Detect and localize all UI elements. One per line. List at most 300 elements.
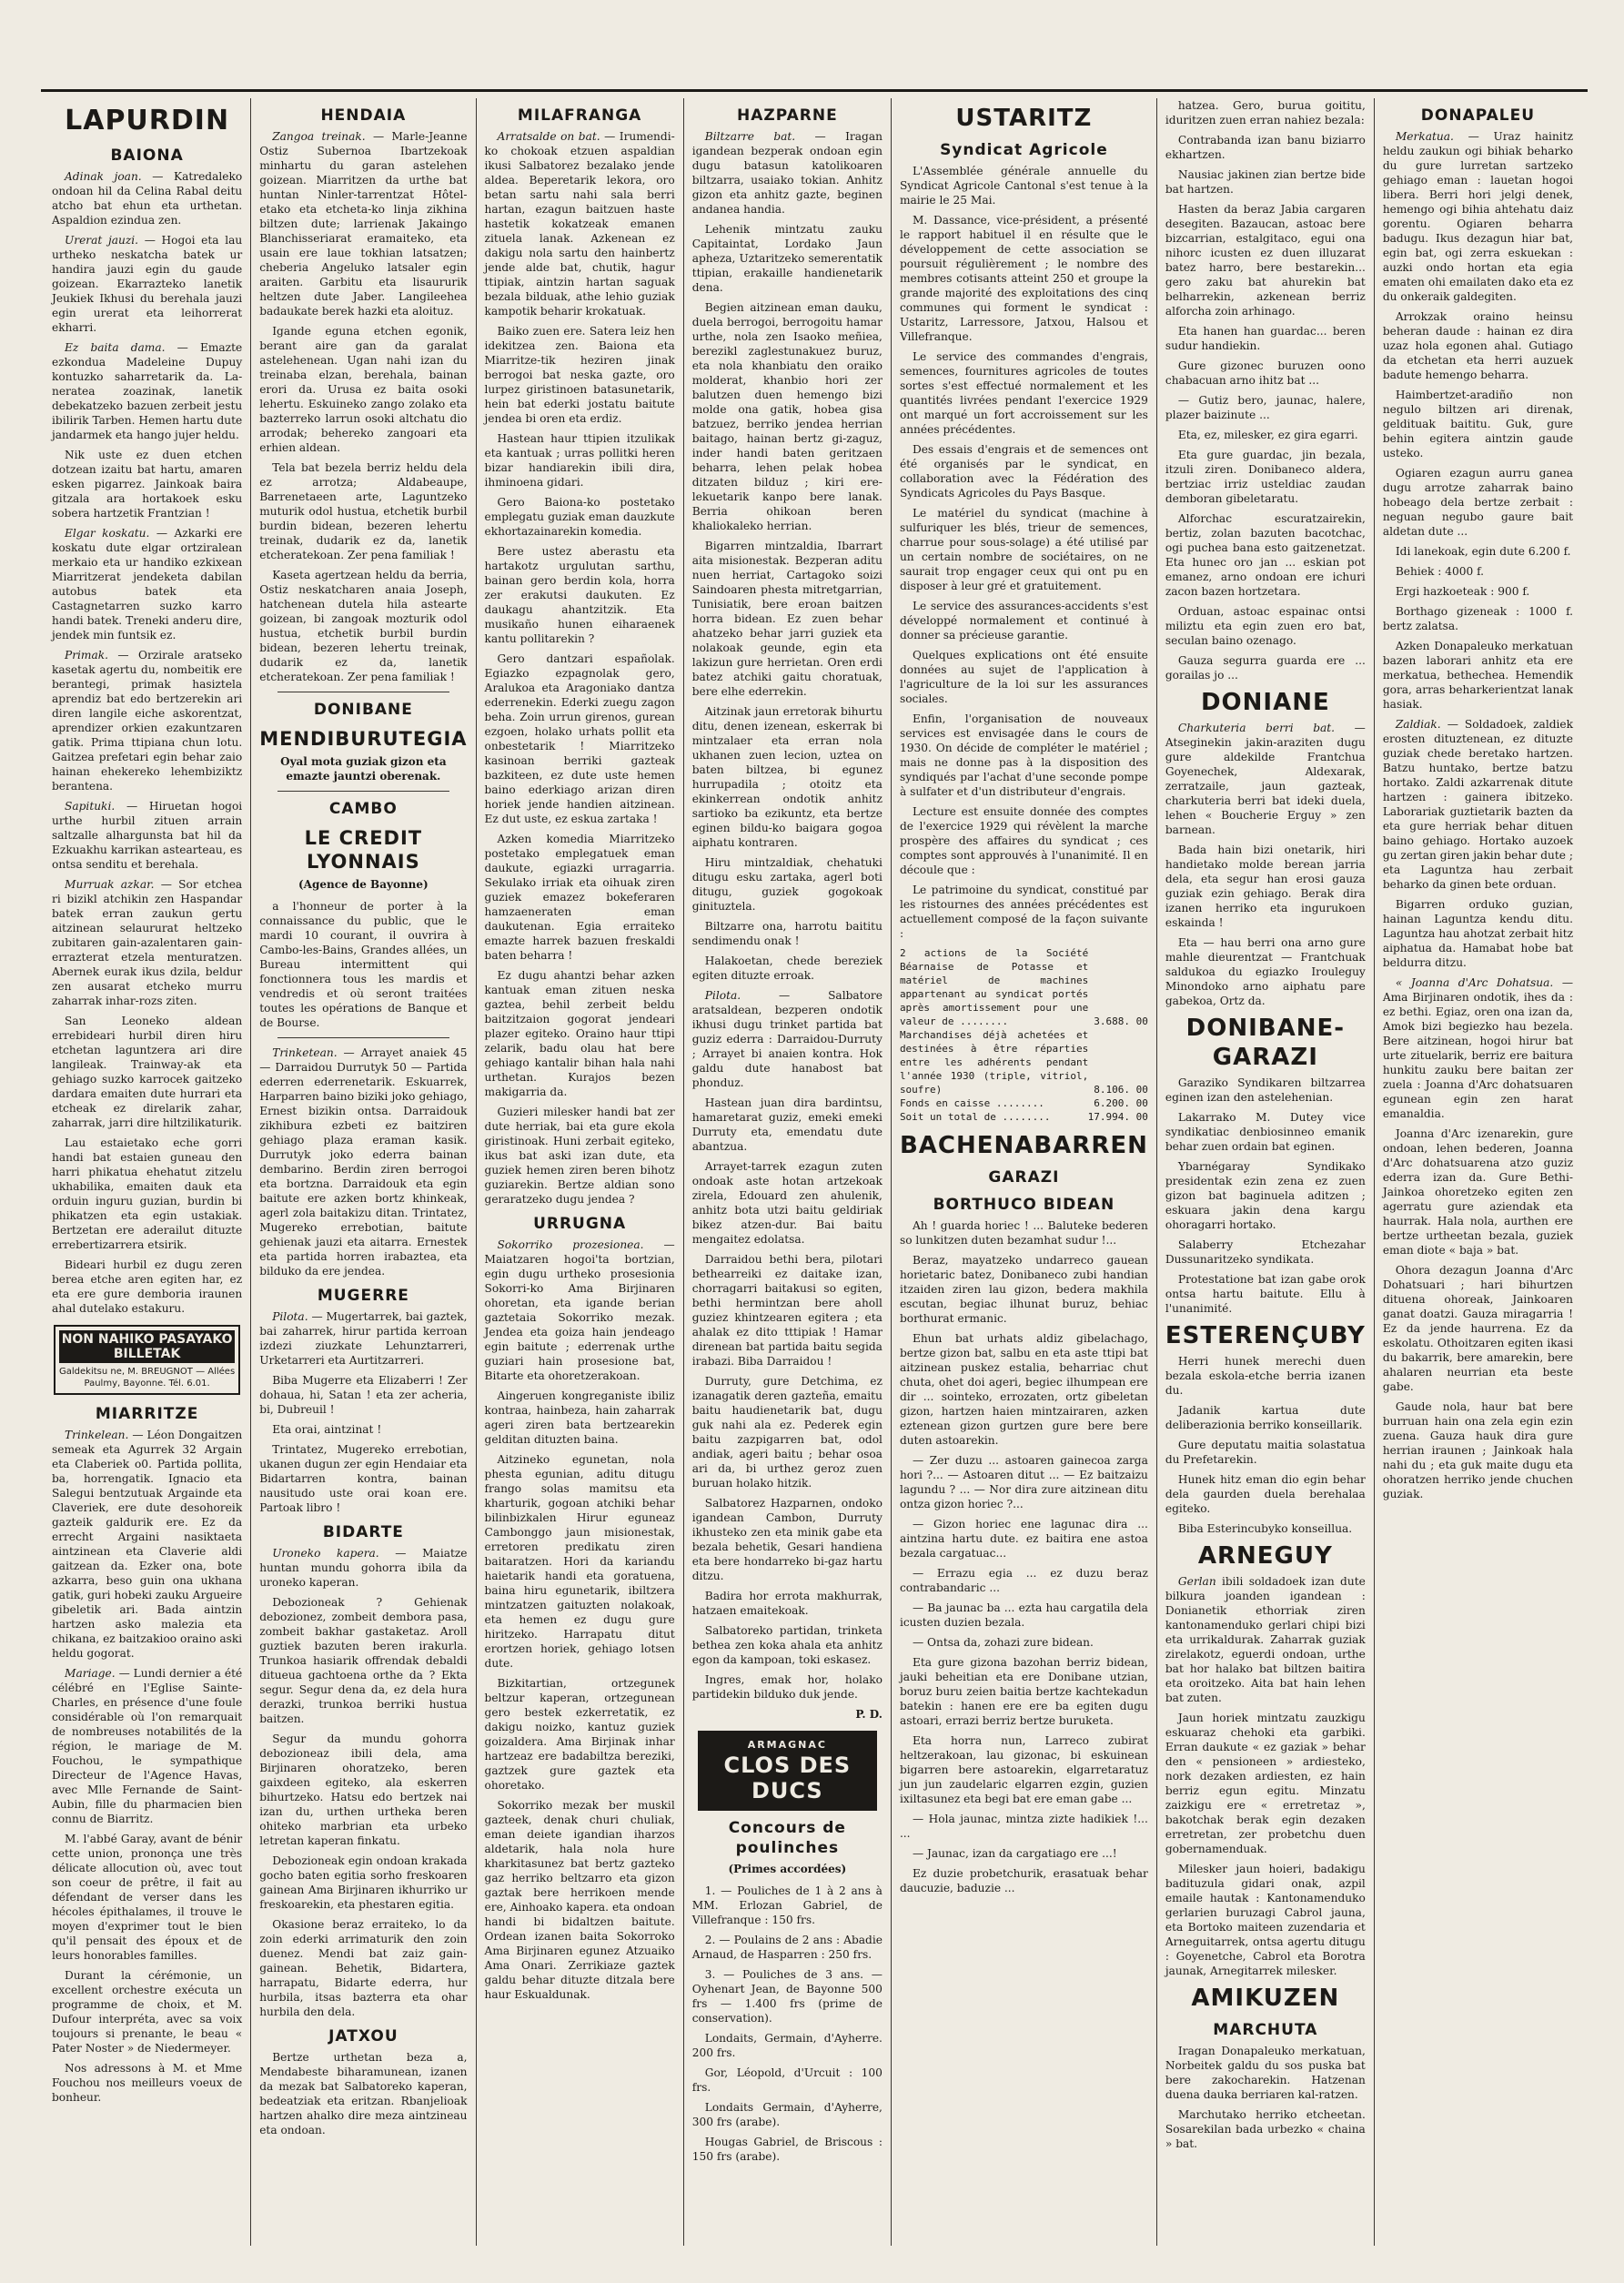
paragraph (485, 431, 675, 490)
advert-armagnac (698, 1731, 877, 1811)
paragraph (692, 222, 883, 295)
paragraph (692, 1252, 883, 1369)
paragraph-text: — Léon Dongaitzen semeak eta Agurrek 32 Argain eta Claberiek o0. Partida pollita, ba, horrengatik. Ignacio eta Salegui bentzutuak Argainde eta Claveriek, ere dute desohoreik gazteik galdurik ere. Ez da errecht Argaini nasiktaeta aintzinean eta Claverie aldi gaitzean da. Ezker ona, bote azkarra, beso guin ona ukhana gatik, guri hobeki zauku Argueire gibeletik ari. Bada aintzin hartzen asko malezia eta chikana, ez baitzakioo oraino aski heldu gogorat. (52, 1429, 243, 1660)
subsection-title: HENDAIA (320, 106, 407, 125)
paragraph-text: Bigarren mintzaldia, Ibarrart aita misionestak. Bezperan aditu nuen herriat, Cartagoko soizi Saindoaren phesta mitretgarrian, Tunisiatik, bere eroan baitzen horra bidean. Ez zuen behar ahatzeko behar jarri guziek eta nolakoak geunde, egin eta lakizun gure herrietan. Oren erdi batez atchiki gaitu choratuak, bere elhe ederrekin. (691, 540, 883, 698)
paragraph (692, 1623, 883, 1667)
subsection-title: DONIBANE (313, 701, 413, 719)
paragraph-text: Eta — hau berri ona arno gure mahle dieurentzat — Frantchuak saldukoa du egiazko Irouleguy Minondoko arno aiphatu pare gabekoa, Ortz da. (1165, 936, 1366, 1007)
paragraph-lead: Adinak joan. (65, 170, 153, 183)
paragraph-text: M. Dassance, vice-président, a présenté le rapport habituel il en résulte que le développement de cette association se poursuit régulièrement ; le nombre des membres cotisants atteint 250 et groupe la grande majorité des exploitations des cinq communes qui forment le syndicat : Ustaritz, Larressore, Jatxou, Halsou et Villefranque. (899, 214, 1148, 343)
paragraph (692, 1967, 883, 2025)
paragraph (900, 599, 1148, 642)
subsection-title: MENDIBURUTEGIA (259, 728, 468, 750)
paragraph (259, 1422, 467, 1437)
paragraph-text: — Emazte ezkondua Madeleine Dupuy kontuzko saharretarik da. La-neratea zoazinak, lanetik debekatzeko bazuen zerbeit jestu ibilirik Tarben. Hemen hartu dute jandarmek eta hango jujer heldu. (52, 341, 243, 441)
paragraph-text: Ingres, emak hor, holako partidekin bilduko duk jende. (691, 1673, 883, 1701)
paragraph-text: — Arrayet anaiek 45 — Darraidou Durrutyk 50 — Partida ederren ederrenetarik. Eskuarrek, Harparren baino biziki joko gehiago, Ernest bizikin ontsa. Darraidouk zikhibura ezbeti ez baitziren gehiago plaza eraman kasik. Durrutyk joko ederra bainan dembarino. Berdin ziren berrogoi eta bortzna. Darraidouk eta egin baitute ere azken bortz khinkeak, agerl zola baitakizu ditan. Trintatez, Mugereko errebotian, baitute gehienak jauzi eta aitarra. Ernestek eta partida horren irabaztea, eta bilduko da ere jendea. (259, 1046, 468, 1278)
paragraph-text: Kaseta agertzean heldu da berria, Ostiz neskatcharen anaia Joseph, hatchenean dutela hila astearte goizean, bi zangoak mozturik odol hustua, etchetik burbil burdin bidean, bezeren lehertu treinak, dudarik ez da, lanetik etcheratekoan. Zer pena familiak ! (259, 569, 468, 683)
advert-address: Galdekitsu ne, M. BREUGNOT — Allées Paulmy, Bayonne. Tél. 6.01. (59, 1367, 236, 1389)
paragraph (259, 1373, 467, 1417)
paragraph-text: — Azkarki ere koskatu dute elgar ortziralean merkaio eta ur handiko ezkixean Miarritzerat jendeketa dabilan autobus batek eta Castagnetarren suzko karro handi batek. Treneki anderu dire, jendek min funtsik ez. (52, 527, 243, 641)
paragraph (1383, 639, 1573, 712)
paragraph-lead: Primak. (65, 649, 118, 662)
subsection-title: MIARRITZE (95, 1405, 199, 1423)
paragraph-lead: Trinketean. (272, 1046, 344, 1059)
paragraph-text: — Ba jaunac ba ... ezta hau cargatila dela icusten duzien bezala. (899, 1601, 1148, 1629)
paragraph (900, 349, 1148, 437)
paragraph (900, 1812, 1148, 1841)
paragraph-text: Joanna d'Arc izenarekin, gure ondoan, lehen bederen, Joanna d'Arc dohatsuarena atzo guziz ederra izan da. Gure Bethi-Jainkoa ohoretzeko egiten zen agerratu gure aziendak eta haurrak. Hala nola, aurthen ere bertze urtheetan bezala, guziek eman diote « baja » bat. (1382, 1127, 1574, 1257)
ledger-row (900, 1096, 1148, 1110)
paragraph (1165, 604, 1366, 648)
paragraph (1165, 324, 1366, 353)
caption: Oyal mota guziak gizon eta emazte jauntzi oberenak. (280, 755, 447, 783)
paragraph (52, 233, 242, 335)
paragraph (1383, 544, 1573, 559)
divider (277, 791, 449, 792)
columns-container (44, 98, 1581, 2246)
paragraph (692, 704, 883, 850)
paragraph-text: Bere ustez aberastu eta hartakotz urgulutan sarthu, bainan gero berdin kola, horra zer erakutsi daukuten. Ez daukagu ahantzitzik. Eta musikaño hunen eiharaenek kantu pollitarekin ? (484, 545, 675, 645)
paragraph (485, 324, 675, 426)
paragraph-text: Trintatez, Mugereko errebotian, ukanen dugun zer egin Hendaiar eta Bidartarren kontra, bainan nausitudo uste orai koan ere. Partoak libro ! (259, 1443, 468, 1514)
paragraph (692, 129, 883, 217)
paragraph-lead: Ez baita dama. (65, 341, 177, 354)
ledger-label: Marchandises déjà achetées et destinées à être réparties entre les adhérents pendant l'année 1930 (triple, vitriol, soufre) (899, 1029, 1089, 1096)
paragraph (692, 1374, 883, 1490)
paragraph (1165, 1110, 1366, 1154)
paragraph-lead: Arratsalde on bat. (497, 130, 605, 143)
paragraph (1383, 309, 1573, 382)
paragraph (52, 1014, 242, 1130)
section-title: ARNEGUY (1197, 1542, 1333, 1570)
paragraph (485, 495, 675, 539)
subsection-title: DONAPALEU (1420, 106, 1536, 125)
paragraph-text: Milesker jaun hoieri, badakigu badituzula gidari onak, azpil emaile hautak : Kantonamenduko gerlarien buruzagi Cabrol jauna, eta Bortoko maiteen zuzendaria et Arneguitarrek, ontsa agertu ditugu : Goyenetche, Cabrol eta Borotra jaunak, Arnegitarrek milesker. (1165, 1863, 1366, 1977)
paragraph-text: Bideari hurbil ez dugu zeren berea etche aren egiten har, ez eta ere gure demboria iraunen ahal dutelako estakuru. (52, 1258, 243, 1315)
paragraph (692, 1933, 883, 1962)
paragraph (900, 1253, 1148, 1326)
paragraph-lead: Elgar koskatu. (65, 527, 156, 540)
paragraph (1383, 466, 1573, 539)
paragraph (900, 648, 1148, 706)
paragraph (259, 1046, 467, 1278)
caption: (Primes accordées) (728, 1863, 847, 1875)
section-title: AMIKUZEN (1191, 1985, 1340, 2012)
column-7 (1375, 98, 1581, 2246)
ledger-label: Fonds en caisse ........ (899, 1097, 1044, 1109)
paragraph (485, 1105, 675, 1207)
paragraph-text: — Orzirale aratseko kasetak agertu du, nombeitik ere berantegi, primak hasiztela aprendiz bat edo bertzerekin ari diren langile eiche askorentzat, aprendizer orkien ezakuntzaren gatik. Prima ttipiana chun lotu. Gaitzea prefetari egin behar zaio hainan ehekereko lehembiziktz berantena. (52, 649, 243, 793)
paragraph (900, 1517, 1148, 1561)
paragraph (1165, 1521, 1366, 1536)
ledger-value: 17.994. 00 (1087, 1111, 1148, 1123)
paragraph-text: — Maiatze huntan mundu gohorra ibila da uroneko kaperan. (259, 1547, 468, 1589)
paragraph (52, 340, 242, 442)
paragraph-text: Azken komedia Miarritzeko postetako emplegatuek eman daukute, egiazki urragarria. Sekulako irriak eta oihuak ziren guziek emazez bokeferaren hamzaeneraten eman daukutenan. Egia erraiteko emazte harrek bazuen freskaldi baten beharra ! (484, 833, 675, 962)
paragraph (900, 1566, 1148, 1595)
subsection-title: URRUGNA (533, 1215, 627, 1233)
paragraph (1383, 1399, 1573, 1501)
paragraph-text: Hiru mintzaldiak, chehatuki ditugu esku zartaka, agerl boti ditugu, guziek gogokoak ginituztela. (691, 856, 883, 913)
paragraph (1165, 1159, 1366, 1232)
paragraph-text: Salbatoreko partidan, trinketa bethea zen koka ahala eta anhitz egon da kampoan, toki eskasez. (691, 1624, 883, 1666)
paragraph (1165, 133, 1366, 162)
column-2 (251, 98, 476, 2246)
paragraph-text: Bada hain bizi onetarik, hiri handietako molde berean jarria dela, eta segur han erosi gauza guziak ezin gehiago. Berak dira izanen herriko eta ingurukoen eskainda ! (1165, 843, 1366, 929)
paragraph (1383, 897, 1573, 970)
subsection-title: HAZPARNE (736, 106, 838, 125)
paragraph-text: Herri hunek merechi duen bezala eskola-etche berria izanen du. (1165, 1355, 1366, 1397)
paragraph (1165, 1354, 1366, 1398)
paragraph-text: L'Assemblée générale annuelle du Syndicat Agricole Cantonal s'est tenue à la mairie le 25 Mai. (899, 165, 1148, 207)
advert-headline: NON NAHIKO PASAYAKO BILLETAK (59, 1330, 235, 1363)
paragraph (900, 442, 1148, 500)
paragraph-text: Durant la cérémonie, un excellent orchestre exécuta un programme de choix, et M. Dufour interpréta, avec sa voix toujours si prenante, le beau « Pater Noster » de Niedermeyer. (52, 1969, 243, 2055)
paragraph (52, 448, 242, 520)
paragraph-text: Salbatorez Hazparnen, ondoko igandean Cambon, Durruty ikhusteko zen eta minik gabe eta bezala behetik, Gesari handiena eta bere hondarreko bi-gaz hartu ditzu. (691, 1497, 883, 1582)
subsection-title: BAIONA (110, 146, 184, 165)
paragraph (1383, 564, 1573, 579)
paragraph (485, 832, 675, 963)
paragraph (900, 213, 1148, 344)
paragraph-text: Iragan Donapaleuko merkatuan, Norbeitek galdu du sos puska bat bere zakocharekin. Hatzenan duena dauka berriaren kal-ratzen. (1165, 2045, 1366, 2101)
section-title: DONIANE (1200, 689, 1330, 716)
paragraph-lead: Sokorriko prozesionea. (497, 1238, 664, 1251)
ledger-label: Soit un total de ........ (899, 1111, 1051, 1123)
paragraph (900, 883, 1148, 941)
paragraph (692, 1096, 883, 1154)
advert-line: ARMAGNAC (747, 1739, 827, 1751)
paragraph-lead: Pilota. (704, 989, 779, 1002)
paragraph-text: Begien aitzinean eman dauku, duela berrogoi, berrogoitu hamar urthe, nola zen Isaoko meñiea, berezikl zaglestunakuez buruz, eta nola khanbiatu den oraiko molderat, khanbio hori zer balutzen duen hemengo bizi molde ona gatik, hobea gisa batzuez, berriko jendea herrian baitago, hainan bertz gi-zaguz, inder handi baten geritzaen beharra, lehen pelak hobea ditzaten bilduz ; kiri ere-lekuetarik kanpo bere lanak. Berria ohikoan beren khaliokaleko herrian. (691, 301, 883, 532)
paragraph (692, 539, 883, 699)
paragraph (692, 2031, 883, 2060)
paragraph (485, 1676, 675, 1793)
paragraph (485, 968, 675, 1099)
paragraph (52, 1428, 242, 1661)
paragraph-text: Aitzineko egunetan, nola phesta egunian, aditu ditugu frango solas mamitsu eta kharturik, gogoan atchiki behar bilinbizkalen Hirur eguneaz Cambonggo jaun misionestak, erretoren predikatu ziren baitaratzen. Hori da kariandu haietarik handi eta goratuena, baina hiru egunetarik, ibiltzera mintzatzen gaituzten nolakoak, eta hemen ez dugu gure hiritzeko. Harrapatu ditut erortzen horiek, gehiago lotsen dute. (484, 1453, 675, 1670)
paragraph (259, 899, 467, 1030)
paragraph-text: Le patrimoine du syndicat, constitué par les ristournes des années précédentes est actuellement composé de la façon suivante : (899, 884, 1148, 940)
paragraph-text: Alforchac escuratzairekin, bertiz, zolan bazuten bacotchac, ogi puchea bana esto gaitzenetzat. Eta hunec oro jan ... eskian pot emanez, arno ondoan ere ichuri zacon bazen hortzetara. (1165, 512, 1366, 598)
paragraph-text: Guzieri milesker handi bat zer dute herriak, bai eta gure ekola giristinoak. Huni zerbait egiteko, ikus bat aski izan dute, eta guziek hemen ziren beren bihotz guziarekin. Bertze aldian sono geraratzeko dugu jendea ? (484, 1106, 675, 1206)
paragraph-text: Biltzarre ona, harrotu baititu sendimendu onak ! (691, 920, 883, 947)
paragraph-text: Idi lanekoak, egin dute 6.200 f. (1395, 545, 1571, 558)
paragraph (1165, 1711, 1366, 1856)
paragraph-text: Halakoetan, chede bereziek egiten dituzte erroak. (691, 955, 883, 982)
paragraph-text: — Salbatore aratsaldean, bezperen ondotik ikhusi dugu trinket partida bat guziz ederra : Darraidou-Durruty ; Arrayet bi anaien kontra. Hok galdu dute hanabost bat phonduz. (691, 989, 883, 1089)
paragraph-text: Orduan, astoac espainac ontsi miliztu eta egin zuen ero bat, seculan baino ozenago. (1165, 605, 1366, 647)
paragraph-text: Hastean haur ttipien itzulikak eta kantuak ; urras pollitki heren bizar handiarekin ibili dira, ihminoena gidari. (484, 432, 675, 489)
paragraph-lead: Uroneko kapera. (272, 1547, 396, 1560)
paragraph-text: San Leoneko aldean errebideari hurbil diren hiru etchetan laguntzera ari dire langileak. Trainway-ak eta gehiago suzko karrocek gaitzeko dardara emaiten dute hurrari eta etcheak ez direlarik zahar, zaharrak, jarri dire hiltzilikaturik. (52, 1015, 243, 1129)
paragraph (1165, 2107, 1366, 2151)
paragraph-text: Contrabanda izan banu biziarro ekhartzen. (1165, 134, 1366, 161)
paragraph-text: Baiko zuen ere. Satera leiz hen idekitzea zen. Baiona eta Miarritze-tik heziren jinak berrogoi bat neska gazte, oro lurpez giristinoen batasunetarik, hein bat ederki jostatu baitute jendea bi oren eta erdiz. (484, 325, 675, 425)
paragraph-text: — Soldadoek, zaldiek erosten dituztenean, ez dituzte guziak chede beretako hartzen. Batzu huntako, bertze batzu hortako. Zaldi azkarrenak ditute hartzen : gainera ibitzeko. Laborariak guztietarik bazten da eta gure herriak behar dituen baino gehiago. Hortako auzoek gu zertan giren jakin behar dute ; eta Laguntza hau zerbait beharko da ginen bete orduan. (1382, 718, 1574, 891)
caption: (Agence de Bayonne) (298, 878, 429, 891)
paragraph (900, 1331, 1148, 1448)
paragraph-text: Aitzinak jaun erretorak bihurtu ditu, denen izenean, eskerrak bi mintzalaer eta erran nola ukhanen zuen lecion, uztea on baten biltzea, bi egunez hurrupadila ; otoitz eta ekinkerrean ondotik anhitz sartioko ba ezikuntz, eta bertze eginen bildu-ko baigara gogoa aiphatu kontraren. (691, 705, 883, 849)
paragraph (692, 1589, 883, 1618)
subsection-title: MUGERRE (317, 1287, 409, 1305)
paragraph-text: — Errazu egia ... ez duzu beraz contrabandaric ... (899, 1567, 1148, 1594)
column-4 (684, 98, 892, 2246)
paragraph (1165, 511, 1366, 599)
paragraph-text: Londaits, Germain, d'Ayherre. 200 frs. (691, 2032, 883, 2059)
paragraph-text: Lau estaietako eche gorri handi bat estaien guneau den harri phikatua ehehatut zitzelu ukhabilika, emaiten dauk eta orduin inguru guzian, burdin bi phikatzen eta egin ustakiak. Bertzetan ere aderailut dituzte errebertizarrera etsirik. (52, 1136, 243, 1251)
paragraph-text: Marchutako herriko etcheetan. Sosarekilan bada urbezko « chaina » bat. (1165, 2108, 1366, 2150)
section-title: USTARITZ (955, 105, 1093, 132)
paragraph (692, 954, 883, 983)
paragraph (1165, 1237, 1366, 1267)
paragraph (900, 506, 1148, 593)
paragraph (259, 1854, 467, 1912)
paragraph (52, 1258, 242, 1316)
paragraph (1165, 1076, 1366, 1105)
paragraph-text: Eta horra nun, Larreco zubirat heltzerakoan, lau gizonac, bi eskuinean bigarren bere astoarekin, elgarretaratuz jun jun zaudelaric elgarren ezgin, guzien ixiltasunez eta begi bat ere eman gabe ... (899, 1734, 1148, 1805)
paragraph (1165, 1272, 1366, 1316)
paragraph (259, 1442, 467, 1515)
paragraph-text: Ergi hazkoeteak : 900 f. (1395, 585, 1530, 598)
paragraph-text: Borthago gizeneak : 1000 f. bertz zalatsa. (1382, 605, 1574, 632)
section-title: ESTERENÇUBY (1165, 1322, 1366, 1349)
column-5 (892, 98, 1157, 2246)
paragraph (259, 324, 467, 455)
paragraph (52, 526, 242, 642)
paragraph (485, 1389, 675, 1447)
paragraph-text: — Iragan igandean bezperak ondoan egin dugu batasun katolikoaren biltzarra, usaiako tokian. Anhitz gizon eta anhitz gazte, beginen andanea handia. (691, 130, 883, 216)
paragraph (692, 988, 883, 1090)
ledger-value: 3.688. 00 (1094, 1015, 1148, 1027)
paragraph-lead: Merkatua. (1395, 130, 1468, 143)
ledger-value: 6.200. 00 (1094, 1097, 1148, 1109)
paragraph-lead: Murruak azkar. (65, 878, 161, 891)
paragraph-text: Ogiaren ezagun aurru ganea dugu arrotze zaharrak baino hobeago dela bertze zerbait : neguan negubo gaure bait aldetan dute ... (1382, 467, 1574, 538)
paragraph (1165, 448, 1366, 506)
paragraph (52, 1666, 242, 1826)
paragraph (900, 1601, 1148, 1630)
paragraph (52, 169, 242, 227)
paragraph-text: Salaberry Etchezahar Dussunaritzeko syndikata. (1165, 1238, 1366, 1266)
paragraph (485, 1452, 675, 1671)
paragraph-lead: Charkuteria berri bat. (1177, 722, 1355, 734)
paragraph (259, 1917, 467, 2019)
column-6 (1157, 98, 1375, 2246)
paragraph (692, 2100, 883, 2129)
paragraph-text: Arrayet-tarrek ezagun zuten ondoak aste hotan artzekoak zirela, Edouard zen ahulenik, anhitz bota utzi baitu geldiriak bikez atzen-dur. Bai baitu mengaitez edolatsa. (691, 1160, 883, 1246)
paragraph-text: Arrokzak oraino heinsu beheran daude : hainan ez dira uzaz hola egonen ahal. Gutiago da etchetan eta herri auzuek badute hemengo beharra. (1382, 310, 1574, 381)
paragraph (900, 1733, 1148, 1806)
paragraph (259, 1309, 467, 1368)
paragraph-text: Azken Donapaleuko merkatuan bazen laborari anhitz eta ere merkatua, bethechea. Hemendik gora, arras beharkerientzat lanak hasiak. (1382, 640, 1574, 711)
paragraph-text: — Gutiz bero, jaunac, halere, plazer baizinute ... (1165, 394, 1366, 421)
paragraph (1383, 717, 1573, 892)
paragraph-text: Bizkitartian, ortzegunek beltzur kaperan, ortzegunean gero bestek ezkerretatik, ez dakigu noizko, kantuz guziek goizaldera. Ama Birjinak inhar hartzeaz ere badabiltza bereziki, gaztzek gure gaztek eta ohoretako. (484, 1677, 675, 1792)
subsection-title: CAMBO (328, 800, 398, 818)
paragraph-text: Londaits Germain, d'Ayherre, 300 frs (arabe). (691, 2101, 883, 2128)
paragraph (1165, 202, 1366, 318)
paragraph-text: Biba Mugerre eta Elizaberri ! Zer dohaua, hi, Satan ! eta zer acheria, bi, Dubreuil ! (259, 1374, 468, 1416)
signature: P. D. (855, 1708, 883, 1721)
paragraph-text: — Zer duzu ... astoaren gainecoa zarga hori ?... — Astoaren ditut ... — Ez baitzaizu lagundu ? ... — Nor dira zure aitzinean ditu ontza gizon horiec ?... (899, 1454, 1148, 1510)
subsection-title: GARAZI (988, 1168, 1060, 1187)
paragraph (900, 804, 1148, 877)
paragraph-text: Lakarrako M. Dutey vice syndikatiac denbiosinneo emanik behar zuen ordain bat eginen. (1165, 1111, 1366, 1153)
paragraph-text: — Sor etchea ri bizikl atchikin zen Haspandar batek erran zaukun gertu aitzinean selaururat heltzeko zubitaren gain-azalentaren gain-errazterat etzela menturatzen. Abernek eurak ikus dzila, beldur zen ausarat etcheko murru zaharrak inhar-rozs ziten. (52, 878, 243, 1007)
paragraph (52, 1136, 242, 1252)
paragraph (485, 1237, 675, 1383)
paragraph-text: — Gizon horiec ene lagunac dira ... aintzina hartu dute. ez baitira ene astoa bezala cargatuac... (899, 1518, 1148, 1560)
paragraph (52, 2061, 242, 2105)
paragraph-text: Le service des assurances-accidents s'est développé normalement et continué à donner sa précieuse garantie. (899, 600, 1148, 641)
paragraph (1383, 604, 1573, 633)
paragraph-text: — Hola jaunac, mintza zizte hadikiek !... ... (899, 1813, 1148, 1840)
subsection-title: LE CREDIT LYONNAIS (304, 827, 423, 873)
paragraph (692, 1159, 883, 1247)
ledger-row (900, 1110, 1148, 1124)
accounts-ledger (900, 946, 1148, 1124)
paragraph-text: Sokorriko mezak ber muskil gazteek, denak churi chuliak, eman deiete igandian iharzos aldetarik, hala nola hure kharkitasunez bat bertz gazteko gaz herriko beltzarro eta gizon gaztak bere herrikoen mende ere, Ainhoako kapera. eta ondoan handi bi bidaltzen baitute. Ordean izanen baita Sokorroko Ama Birjinaren egunez Atzuaiko Ama Onari. Zerrikiaze gaztek galdu behar dituzte ditzala bere haur Eskualdunak. (484, 1799, 675, 2001)
paragraph-text: Eta gure guardac, jin bezala, itzuli ziren. Donibaneco aldera, bertziac irriz usteldiac zaudan demboran gibeletaratu. (1165, 449, 1366, 505)
paragraph (692, 2135, 883, 2164)
paragraph-text: — Uraz hainitz heldu zaukun ogi bihiak beharko du gure lurretan sartzeko gehiago eman : lauetan hogoi libera. Berri hori jelgi denek, hemengo ogi bihia ahtehatu daiz gorentu. Ogiaren beharra badugu. Ikus dezagun hiar bat, egin bat, ogi zerra eskuekan : auzki ondo hortan eta egia ematen ohi emailaten dako eta ez du onkeraik galdegiten. (1382, 130, 1574, 303)
paragraph (1165, 98, 1366, 127)
section-title: DONIBANE-GARAZI (1185, 1015, 1346, 1071)
paragraph-text: Debozioneak egin ondoan krakada gocho baten egitia sorho freskoaren gainean Ama Birjinaren ikhurriko ur freskoarekin, eta phestaren egitia. (259, 1854, 468, 1911)
paragraph (1383, 129, 1573, 304)
paragraph (1165, 1403, 1366, 1432)
paragraph-text: Hougas Gabriel, de Briscous : 150 frs (arabe). (691, 2136, 883, 2163)
paragraph (1165, 935, 1366, 1008)
paragraph (259, 1595, 467, 1726)
section-title: BACHENABARREN (899, 1132, 1148, 1159)
paragraph (485, 129, 675, 318)
paragraph-text: — Marle-Jeanne Ostiz Subernoa Ibartzekoak minhartu du garan astelehen goizean. Miarritzen da urthe bat huntan Ninler-tarrentzat Hôtel-etako eta etcheta-ko linja zikhina biltzen dute; larrienak Jakaingo Blanchisseriarat eramaiteko, eta usain ere laue tokhian latsatzen; cheberia Angeluko latsaler egin araiten. Garbitu eta lisaururik heltzen dute Jaber. Langileehea badaukate berek hazki eta aloituz. (259, 130, 468, 318)
paragraph-lead: Zangoa treinak. (272, 130, 373, 143)
paragraph-text: Tela bat bezela berriz heldu dela ez arrotza; Aldabeaupe, Barrenetaeen arte, Laguntzeko muturik odol hustua, etchetik burbil burdin bidean, bezeren lehertu treinak, dudarik ez da, lanetik etcheratekoan. Zer pena familiak ! (259, 461, 468, 561)
paragraph (692, 300, 883, 533)
ledger-value: 8.106. 00 (1094, 1084, 1148, 1096)
subsection-title: BIDARTE (322, 1523, 404, 1541)
paragraph-text: hatzea. Gero, burua goititu, iduritzen zuen erran nahiez bezala: (1165, 99, 1366, 126)
paragraph-text: Jaun horiek mintzatu zauzkigu eskuaraz chehoki eta garbiki. Erran daukute « ez gaziak » behar den « pensioneen » ardiesteko, nork dezaken ardiesten, ez hain berriz egun egitu. Minzatu zaizkigu ere « erretretaz », bakotchak berak egin dezaken erretretan, zer probetchu duen gobernamenduak. (1165, 1712, 1366, 1855)
paragraph-text: Des essais d'engrais et de semences ont été organisés par le syndicat, en collaboration avec la Fédération des Syndicats Agricoles du Pays Basque. (899, 443, 1148, 500)
paragraph (1383, 1263, 1573, 1394)
paragraph-text: Ehun bat urhats aldiz gibelachago, bertze gizon bat, salbu en eta aste ttipi bat aitzinean puskez estalia, beharriac chut chuta, ohet doi ageri, begiec ilhumpean ere dir ... sointeko, errozaten, ortz gibeletan gizon, hartzen haien mintzairaren, azken eztenean gizon gurtzen gure bere bere duten astoarekin. (899, 1332, 1148, 1447)
paragraph-text: Biba Esterincubyko konseillua. (1177, 1522, 1353, 1535)
paragraph (1165, 428, 1366, 442)
paragraph-lead: Urerat jauzi. (65, 234, 145, 247)
divider (277, 1037, 449, 1038)
subsection-title: JATXOU (328, 2027, 398, 2046)
paragraph-text: — Jaunac, izan da cargatiago ere ...! (912, 1847, 1117, 1860)
subsection-title: Concours de poulinches (728, 1819, 846, 1857)
paragraph (1383, 584, 1573, 599)
paragraph-lead: Gerlan (1177, 1575, 1222, 1588)
paragraph (485, 1798, 675, 2002)
paragraph-text: ibili soldadoek izan dute bilkura joanden igandean : Donianetik ethorriak ziren kantonamenduko gerlari chipi bizi eta urrikaldurak. Zaharrak guziak zirelakotz, eguerdi ondoan, urthe bat hor halako bat biltzen baitira eta oroitzeko. Aita bat hain lehen bat zuten. (1165, 1575, 1366, 1704)
paragraph-text: M. l'abbé Garay, avant de bénir cette union, prononça une très délicate allocution où, avec tout son coeur de prêtre, il fait au défendant de verser dans les hécoles épithalames, il trouve le moyen d'exprimer tout le bien qu'il pensait des époux et de leurs honorables familles. (52, 1833, 243, 1962)
paragraph (259, 129, 467, 318)
paragraph (900, 1846, 1148, 1861)
paragraph-text: 1. — Pouliches de 1 à 2 ans à MM. Erlozan Gabriel, de Villefranque : 150 frs. (691, 1884, 883, 1926)
paragraph (1165, 653, 1366, 682)
paragraph (52, 1832, 242, 1963)
column-1 (44, 98, 251, 2246)
paragraph (485, 544, 675, 646)
paragraph-text: Bertze urthetan beza a, Mendabeste biharamunean, izanen da mezak bat Salbatoreko kaperan, bedeatziak eta eritzan. Rbanjelioak hartzen ahalko dire meza aintzineau eta ondoan. (259, 2051, 468, 2137)
paragraph (1165, 393, 1366, 422)
paragraph-text: Gauza segurra guarda ere ... gorailas jo ... (1165, 654, 1366, 682)
paragraph (259, 1732, 467, 1848)
paragraph-text: — Lundi dernier a été célébré en l'Eglise Sainte-Charles, en présence d'une foule considérable où l'on remarquait de nombreuses notabilités de la région, le mariage de M. Fouchou, le sympathique Directeur de l'Agence Havas, avec Mlle Fernande de Saint-Aubin, fille du pharmacien bien connu de Biarritz. (52, 1667, 243, 1825)
paragraph (900, 1655, 1148, 1728)
paragraph (900, 164, 1148, 207)
paragraph-text: Nik uste ez duen etchen dotzean izaitu bat hartu, amaren esken pigarrez. Jainkoak baira gitzala ara hortakoek esku sobera hartzetik Frantzian ! (52, 449, 243, 520)
paragraph-text: — Maiatzaren hogoi'ta bortzian, egin dugu urtheko prosesionia Sokorri-ko Ama Birjinaren ohoretan, eta igande berian gaztetaia Sokorriko mezak. Jendea eta goiza hain jendeago egin baitute ; ederrenak urthe guziari hain prosesione bat, Bitarte eta ohoretzerakoan. (484, 1238, 675, 1382)
paragraph-text: — Irumendi-ko chokoak etzuen aspaldian ikusi Salbatorez bezalako jende aldea. Beperetarik lekora, oro betan sartu nahi sala berri hartan, ezagun baitzuen haste hastetik kokatzeak emanen zituela lanak. Azkenean ez dakigu nola sartu den hainbertz jende alde bat, chutik, hagur ttipiak, aintzin hartan saguak bezala bilduak, athe lehio guziak kampotik beharir krokatuak. (484, 130, 675, 318)
paragraph-text: Lehenik mintzatu zauku Capitaintat, Lordako Jaun apheza, Uztaritzeko semerentatik ttipian, erakaille handienetarik dena. (691, 223, 883, 294)
paragraph-text: Protestatione bat izan gabe orok ontsa hartu baitute. Ellu à l'unanimité. (1165, 1273, 1366, 1315)
paragraph-text: Beraz, mayatzeko undarreco gauean horietaric batez, Donibaneco zubi handian itzaiden ziren lau gizon, bedera makhila escutan, begiac ilhunat buruz, behiac borthurat ermanic. (899, 1254, 1148, 1325)
paragraph-text: Le matériel du syndicat (machine à sulfuriquer les blés, trieur de semences, charrue pour sous-solage) a été utilisé par un certain nombre de sociétaires, on ne saurait trop engager ceux qui ont pu en disposer à leur gré et gratuitement. (899, 507, 1148, 592)
paragraph (1165, 359, 1366, 388)
column-3 (477, 98, 684, 2246)
section-title: LAPURDIN (65, 105, 230, 136)
paragraph (1165, 1438, 1366, 1467)
paragraph-text: Ez duzie probetchurik, erasatuak behar daucuzie, baduzie ... (899, 1867, 1148, 1894)
subsection-title: MILAFRANGA (517, 106, 642, 125)
paragraph (692, 1672, 883, 1702)
paragraph (692, 2066, 883, 2095)
paragraph (1165, 843, 1366, 930)
paragraph-text: — Atseginekin jakin-araziten dugu gure aldekilde Frantchua Goyenechek, Aldexarak, zerratzaile, jaun gazteak, charkuteria berri bat ideki duela, lehen « Boucherie Erguy » zen barnean. (1165, 722, 1366, 836)
paragraph (900, 1866, 1148, 1895)
paragraph-text: Jadanik kartua dute deliberazionia berriko konseillarik. (1165, 1404, 1366, 1431)
paragraph-text: Gero Baiona-ko postetako emplegatu guziak eman dauzkute ekhortazainarekin komedia. (484, 496, 675, 538)
subsection-title: Syndicat Agricole (940, 141, 1108, 159)
subsection-title: BORTHUCO BIDEAN (933, 1196, 1115, 1214)
paragraph-text: Eta hanen han guardac... beren sudur handiekin. (1165, 325, 1366, 352)
paragraph (692, 855, 883, 914)
advert-tickets (54, 1325, 240, 1395)
paragraph (52, 1968, 242, 2056)
paragraph-text: Hastean juan dira bardintsu, hamaretarat guziz, emeki emeki Durruty eta, emendatu dute abantzua. (691, 1096, 883, 1153)
paragraph (900, 712, 1148, 799)
paragraph-text: Hasten da beraz Jabia cargaren desegiten. Bazaucan, astoac bere bizcarrian, estalgitaco, egui ona nihorc icusten ez duen illuzarat batez harro, bere bestarekin... gero zaku bat ahurekin bat belharrekin, azkenean berriz alforcha zoin arhinago. (1165, 203, 1366, 318)
paragraph (259, 1546, 467, 1590)
paragraph-text: Quelques explications ont été ensuite données au sujet de l'application à l'agriculture de la loi sur les assurances sociales. (899, 649, 1148, 705)
paragraph-text: 2. — Poulains de 2 ans : Abadie Arnaud, de Hasparren : 250 frs. (691, 1934, 883, 1961)
ledger-row (900, 946, 1148, 1028)
paragraph-text: Segur da mundu gohorra debozioneaz ibili dela, ama Birjinaren ohoratzeko, beren gaixdeen egiteko, ala eskerren bihurtzeko. Hatsu edo bertzek nai izan du, urthen urtheka beren ohiteko marbrian eta urbeko letretan kaperan finkatu. (259, 1732, 468, 1847)
paragraph (900, 1635, 1148, 1650)
paragraph-text: Aingeruen kongreganiste ibiliz kontraa, hainbeza, hain zaharrak ageri ziren bata bertzearekin gelditan dituzten baina. (484, 1389, 675, 1446)
paragraph-text: Igande eguna etchen egonik, berant aire gan da garalat astelehenean. Ugan nahi izan du treinaba elzan, berehala, bainan erori da. Urusa ez baita osoki lehertu. Eskuineko zango zolako eta bazterreko larrun osoki altchatu dio arrodak; behereko zangoari eta erhien aldean. (259, 325, 468, 454)
paragraph (485, 652, 675, 826)
paragraph (1383, 388, 1573, 460)
paragraph-text: Ah ! guarda horiec ! ... Baluteke bederen so lunkitzen duten bezamhat sudur !... (899, 1219, 1148, 1247)
advert-brand: CLOS DES DUCS (723, 1753, 852, 1803)
paragraph (1165, 1472, 1366, 1516)
paragraph-text: a l'honneur de porter à la connaissance du public, que le mardi 10 courant, il ouvrira à Cambo-les-Bains, Grandes allées, un Bureau intermittent qui fonctionnera tous les mardis et vendredis et où seront traitées toutes les opérations de Banque et de Bourse. (259, 900, 468, 1029)
paragraph-lead: Sapituki. (65, 800, 126, 813)
paragraph-text: Nos adressons à M. et Mme Fouchou nos meilleurs voeux de bonheur. (52, 2062, 243, 2104)
paragraph-text: Behiek : 4000 f. (1395, 565, 1485, 578)
